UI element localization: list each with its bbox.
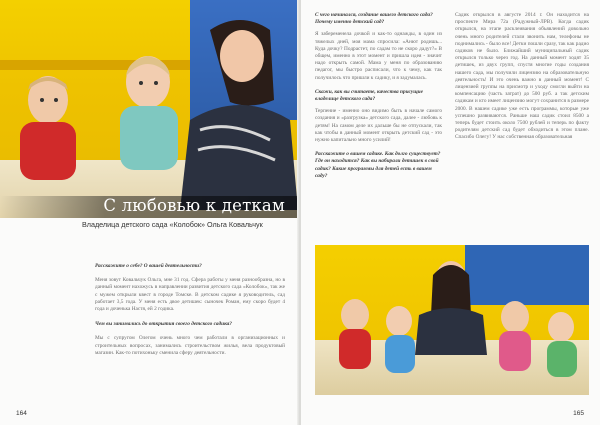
- photo-title-banner: [0, 196, 299, 218]
- question-about-self: Расскажите о себе? О вашей деятельности?: [95, 263, 202, 269]
- question-qualities: Скажи, как вы считаете, качества присущие владелице детского сада?: [315, 88, 423, 103]
- answer-beginning: Я забеременела дочкой и как-то однажды, в один из тяжелых дней, моя мама спросила: «Анют родишь... Куда дочку? Подрастет, по садам то не скоро дадут?» В общем, именно в этот момент и пришла идея - значит надо открыть самой. Мама у меня по образованию педагог, мы быстро расписали, что к чему, как так получилось что пришли к садику, и я задумалась.: [315, 31, 442, 81]
- classroom-scene: [315, 245, 589, 395]
- page-number-left: 164: [16, 410, 27, 417]
- woman-figure: [170, 10, 298, 210]
- question-about-kindergarten: Расскажите о вашем садике. Как долго существует? Где он находится? Как вы набирали детишек в свой садик? Какие программы для детей есть в вашем саду?: [315, 151, 441, 179]
- right-column-2: [455, 12, 589, 149]
- question-beginning: С чего начинался, создание вашего детского сада? Почему именно детский сад?: [315, 12, 433, 26]
- main-photo: [0, 0, 299, 218]
- left-article-text: [95, 263, 285, 365]
- right-page: [301, 0, 600, 425]
- answer-about-self: Меня зовут Ковальчук Ольга, мне 31 год. Сфера работы у меня разнообразна, но в данный момент нахожусь в направлении развития детского сада «Колобок», так же с мужем открыли квест в городе Томске. В детском садике я руководитель, сад работает 3,5 года. У меня есть двое детишек: сыночек Роман, ему скоро будет 4 года и доченька Настя, ей 2 годика.: [95, 277, 285, 313]
- secondary-photo: [315, 245, 589, 395]
- question-before-kindergarten: Чем вы занимались до открытия своего детского садика?: [95, 321, 232, 328]
- answer-qualities: Терпение - именно оно видимо быть в начале самого создания и «разгрузка» детского сада, далее - любовь к детям! На самом деле их дальше бы не отпускали, так как чтобы в данный момент открыть детский сад - это нужно капитально много усилий!: [315, 108, 442, 144]
- page-number-right: 165: [573, 410, 584, 417]
- right-column-1: [315, 12, 442, 185]
- answer-before-kindergarten: Мы с супругом Олегом очень много чем работали в организационных и строительных вопросах, занимались строительством жилья, вела продуктовый магазин. Как-то потихоньку сменила сферу деятельности.: [95, 335, 285, 356]
- child-figure-left: [8, 70, 86, 180]
- answer-about-kindergarten: Садик открылся в августе 2014 г. Он находится на проспекте Мира 72а (Радужный-ЛРВ). Когда садик открылся, на этапе расклеивания объявлений довольно очень много родителей стали звонить нам, телефоны не поднимались - было все! Детки пошли сразу, так как радио садиков не было. Ближайший муниципальный садик открылся только через год. На данный момент ходят 35 детишек, из двух групп, спустя многие годы создания нашего сада, мы получили лицензию на образовательную деятельность! И это очень важно в данный момент! С лицензией группы на присмотр и уходу смогли выйти на компенсацию (часть затрат) до 500 руб. а так детским садикам и кто имеет лицензию могут сохранится в размере 2000. В нашем садике уже есть программы, которые уже успешно развиваются. Раньше наш садик стоил 8500 а теперь будет стоить около 7500 рублей и теперь по факту родителям детский сад будет обходиться в этом плане. Спасибо Олегу! У нас собственная образовательная: [455, 12, 589, 141]
- photo-title: С любовью к деткам: [103, 196, 285, 215]
- photo-caption: Владелица детского сада «Колобок» Ольга Ковальчук: [82, 220, 263, 229]
- left-page: [0, 0, 299, 425]
